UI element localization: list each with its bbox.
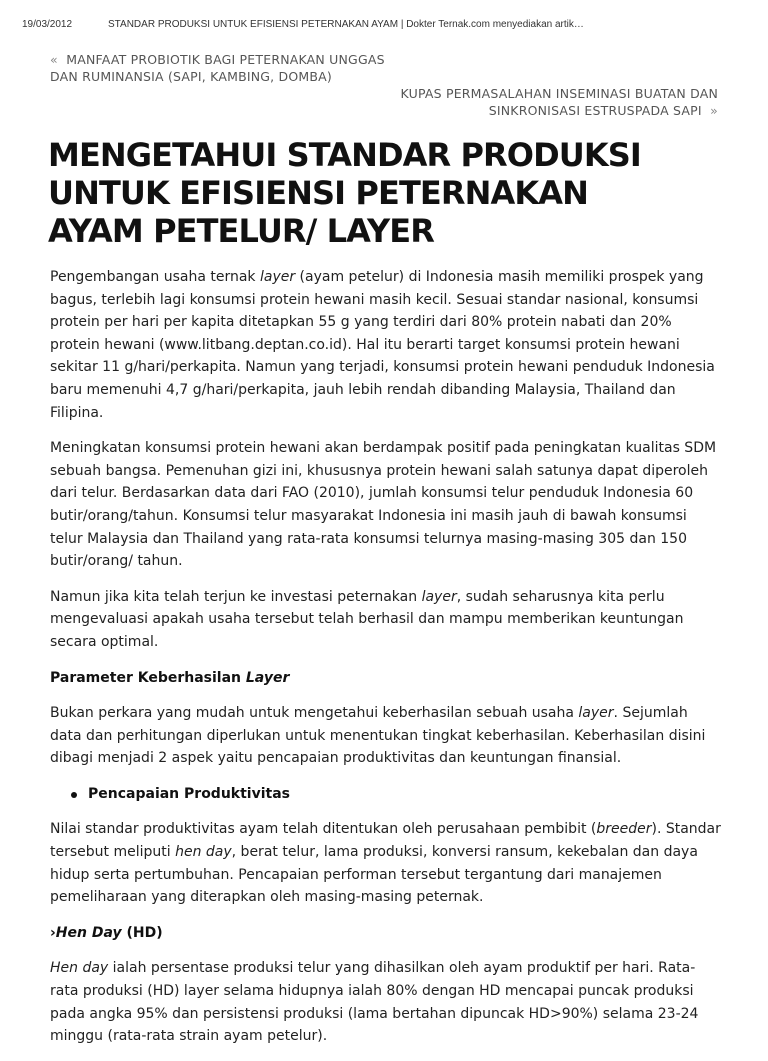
paragraph-4-text-a: Bukan perkara yang mudah untuk mengetahui keberhasilan sebuah usaha <box>50 705 579 722</box>
paragraph-1-emphasis: layer <box>259 269 296 285</box>
section-heading-hen-day <box>50 922 722 945</box>
section-heading-hen-day-suffix: (HD) <box>121 924 163 941</box>
article-title-line1: MENGETAHUI STANDAR PRODUKSI <box>48 136 641 174</box>
paragraph-4 <box>50 702 722 770</box>
article-body <box>50 266 722 1061</box>
section-heading-emphasis: Layer <box>245 669 290 686</box>
article-title-line2: UNTUK EFISIENSI PETERNAKAN <box>48 174 588 212</box>
paragraph-4-text-b: . Sejumlah data dan perhitungan diperlukan untuk menentukan tingkat keberhasilan. Keberhasilan disini dibagi menjadi 2 aspek yaitu pencapaian produktivitas dan keuntungan finansial. <box>50 705 706 767</box>
paragraph-5 <box>50 818 722 908</box>
next-post-title-line1[interactable]: KUPAS PERMASALAHAN INSEMINASI BUATAN DAN <box>400 86 718 101</box>
paragraph-1-text-a: Pengembangan usaha ternak <box>50 269 260 285</box>
chevron-right-icon: › <box>50 924 56 941</box>
previous-post-title-line1[interactable]: MANFAAT PROBIOTIK BAGI PETERNAKAN UNGGAS <box>66 52 385 67</box>
section-heading-hen-day-emphasis: Hen Day <box>55 924 122 941</box>
print-date: 19/03/2012 <box>22 19 73 30</box>
previous-post-link-text[interactable] <box>50 52 385 84</box>
paragraph-5-text-a: Nilai standar produktivitas ayam telah ditentukan oleh perusahaan pembibit ( <box>50 821 597 838</box>
paragraph-4-emphasis: layer <box>578 705 614 722</box>
paragraph-6 <box>50 957 722 1047</box>
paragraph-6-text: ialah persentase produksi telur yang dihasilkan oleh ayam produktif per hari. Rata-rata produksi (HD) layer selama hidupnya ialah 80% dengan HD mencapai puncak produksi pada angka 95% dan persistensi produksi (lama bertahan dipuncak HD>90%) selama 23-24 minggu (rata-rata strain ayam petelur). <box>50 960 699 1045</box>
paragraph-5-text-b: ). Standar tersebut meliputi <box>50 821 721 861</box>
previous-post-link[interactable] <box>50 51 718 85</box>
paragraph-5-emphasis-1: breeder <box>596 821 652 838</box>
double-chevron-right-icon: » <box>710 103 718 118</box>
paragraph-2: Meningkatan konsumsi protein hewani akan berdampak positif pada peningkatan kualitas SDM sebuah bangsa. Pemenuhan gizi ini, khususnya protein hewani salah satunya dapat diperoleh dari telur. Berdasarkan data dari FAO (2010), jumlah konsumsi telur penduduk Indonesia 60 butir/orang/tahun. Konsumsi telur masyarakat Indonesia ini masih jauh di bawah konsumsi telur Malaysia dan Thailand yang rata-rata konsumsi telurnya masing-masing 305 dan 150 butir/orang/ tahun. <box>50 440 717 570</box>
paragraph-1 <box>50 266 722 424</box>
article-title-line3: AYAM PETELUR/ LAYER <box>48 212 434 250</box>
paragraph-3-text-a: Namun jika kita telah terjun ke investasi peternakan <box>50 588 422 605</box>
section-heading-text: Parameter Keberhasilan <box>50 669 246 686</box>
paragraph-3 <box>50 586 722 654</box>
article-title <box>48 136 728 250</box>
print-page-title: STANDAR PRODUKSI UNTUK EFISIENSI PETERNAKAN AYAM | Dokter Ternak.com menyediakan artik… <box>108 19 584 30</box>
paragraph-3-text-b: , sudah seharusnya kita perlu mengevaluasi apakah usaha tersebut telah berhasil dan mampu memberikan keuntungan secara optimal. <box>50 588 684 650</box>
paragraph-5-emphasis-2: hen day <box>175 844 232 861</box>
previous-post-title-line2[interactable]: DAN RUMINANSIA (SAPI, KAMBING, DOMBA) <box>50 69 332 84</box>
double-chevron-left-icon: « <box>50 52 58 67</box>
paragraph-6-emphasis: Hen day <box>50 960 109 977</box>
paragraph-5-text-c: , berat telur, lama produksi, konversi ransum, kekebalan dan daya hidup serta pertumbuhan. Pencapaian performan tersebut tergantung dari manajemen pemeliharaan yang diterapkan oleh masing-masing peternak. <box>50 844 698 906</box>
list-item <box>50 783 722 806</box>
next-post-link[interactable] <box>50 85 718 119</box>
print-header <box>22 19 752 30</box>
next-post-link-text[interactable] <box>401 86 718 118</box>
paragraph-3-emphasis: layer <box>421 588 457 605</box>
paragraph-1-text-b: (ayam petelur) di Indonesia masih memiliki prospek yang bagus, terlebih lagi konsumsi protein hewani masih kecil. Sesuai standar nasional, konsumsi protein per hari per kapita ditetapkan 55 g yang terdiri dari 80% protein nabati dan 20% protein hewani (www.litbang.deptan.co.id). Hal itu berarti target konsumsi protein hewani sekitar 11 g/hari/perkapita. Namun yang terjadi, konsumsi protein hewani penduduk Indonesia baru memenuhi 4,7 g/hari/perkapita, jauh lebih rendah dibanding Malaysia, Thailand dan Filipina. <box>50 269 715 421</box>
list-item-label: Pencapaian Produktivitas <box>88 785 290 802</box>
section-heading-parameter <box>50 667 722 690</box>
bullet-icon <box>71 792 77 798</box>
next-post-title-line2[interactable]: SINKRONISASI ESTRUSPADA SAPI <box>488 103 702 118</box>
